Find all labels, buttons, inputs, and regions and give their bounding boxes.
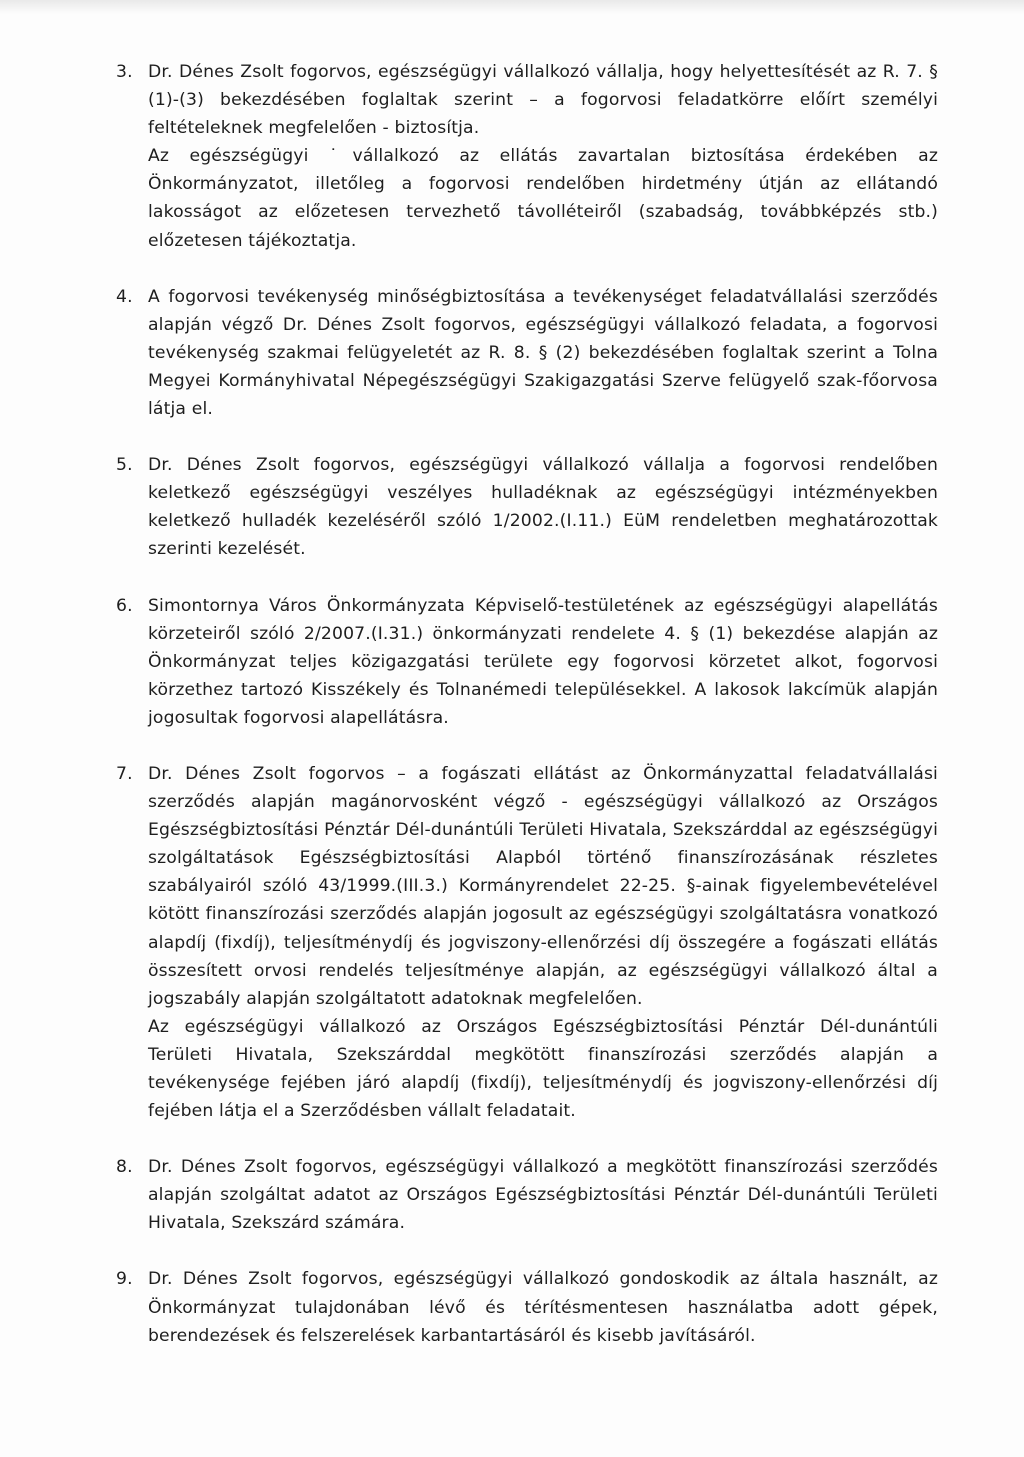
list-item (116, 451, 938, 563)
list-item (116, 1265, 938, 1349)
paragraph: Az egészségügyi ˙vállalkozó az ellátás zavartalan biztosítása érdekében az Önkormányzatot, illetőleg a fogorvosi rendelőben hirdetmény útján az ellátandó lakosságot az előzetesen tervezhető távolléteiről (szabadság, továbbképzés stb.) előzetesen tájékoztatja. (148, 146, 938, 251)
paragraph: A fogorvosi tevékenység minőségbiztosítása a tevékenységet feladatvállalási szerződés alapján végző Dr. Dénes Zsolt fogorvos, egészségügyi vállalkozó feladata, a fogorvosi tevékenység szakmai felügyeletét az R. 8. § (2) bekezdésében foglaltak szerint a Tolna Megyei Kormányhivatal Népegészségügyi Szakigazgatási Szerve felügyelő szak-főorvosa látja el. (148, 286, 938, 420)
item-number: 8. (116, 1157, 133, 1178)
item-number: 5. (116, 455, 133, 476)
paragraph: Dr. Dénes Zsolt fogorvos, egészségügyi vállalkozó gondoskodik az általa használt, az Önkormányzat tulajdonában lévő és térítésmentesen használatba adott gépek, berendezések és felszerelések karbantartásáról és kisebb javításáról. (148, 1269, 938, 1346)
item-number: 4. (116, 286, 133, 307)
paragraph: Dr. Dénes Zsolt fogorvos, egészségügyi vállalkozó vállalja, hogy helyettesítését az R. 7. § (1)-(3) bekezdésében foglaltak szerint – a fogorvosi feladatkörre előírt személyi feltételeknek megfelelően - biztosítja. (148, 62, 938, 139)
paragraph: Dr. Dénes Zsolt fogorvos, egészségügyi vállalkozó a megkötött finanszírozási szerződés alapján szolgáltat adatot az Országos Egészségbiztosítási Pénztár Dél-dunántúli Területi Hivatala, Szekszárd számára. (148, 1157, 938, 1234)
paragraph: Dr. Dénes Zsolt fogorvos – a fogászati ellátást az Önkormányzattal feladatvállalási szerződés alapján magánorvosként végző - egészségügyi vállalkozó az Országos Egészségbiztosítási Pénztár Dél-dunántúli Területi Hivatala, Szekszárddal az egészségügyi szolgáltatások Egészségbiztosítási Alapból történő finanszírozásának részletes szabályairól szóló 43/1999.(III.3.) Kormányrendelet 22-25. §-ainak figyelembevételével kötött finanszírozási szerződés alapján jogosult az egészségügyi szolgáltatásra vonatkozó alapdíj (fixdíj), teljesítménydíj és jogviszony-ellenőrzési díj összegére a fogászati ellátás összesített orvosi rendelés teljesítménye alapján, az egészségügyi vállalkozó által a jogszabály alapján szolgáltatott adatoknak megfelelően. (148, 763, 938, 1009)
list-item (116, 760, 938, 1125)
list-item (116, 283, 938, 423)
paragraph: Dr. Dénes Zsolt fogorvos, egészségügyi vállalkozó vállalja a fogorvosi rendelőben keletkező egészségügyi veszélyes hulladéknak az egészségügyi intézményekben keletkező hulladék kezeléséről szóló 1/2002.(I.11.) EüM rendeletben meghatározottak szerinti kezelését. (148, 455, 938, 560)
item-number: 9. (116, 1269, 133, 1290)
item-number: 3. (116, 62, 133, 82)
item-number: 6. (116, 595, 133, 616)
item-number: 7. (116, 763, 133, 784)
document-body (116, 58, 938, 1378)
list-item (116, 592, 938, 732)
paragraph: Az egészségügyi vállalkozó az Országos Egészségbiztosítási Pénztár Dél-dunántúli Területi Hivatala, Szekszárddal megkötött finanszírozási szerződés alapján a tevékenysége fejében járó alapdíj (fixdíj), teljesítménydíj és jogviszony-ellenőrzési díj fejében látja el a Szerződésben vállalt feladatait. (148, 1016, 938, 1122)
list-item (116, 58, 938, 255)
paragraph: Simontornya Város Önkormányzata Képviselő-testületének az egészségügyi alapellátás körzeteiről szóló 2/2007.(I.31.) önkormányzati rendelete 4. § (1) bekezdése alapján az Önkormányzat teljes közigazgatási területe egy fogorvosi körzetet alkot, fogorvosi körzethez tartozó Kisszékely és Tolnanémedi településekkel. A lakosok lakcímük alapján jogosultak fogorvosi alapellátásra. (148, 595, 938, 728)
list-item (116, 1153, 938, 1237)
